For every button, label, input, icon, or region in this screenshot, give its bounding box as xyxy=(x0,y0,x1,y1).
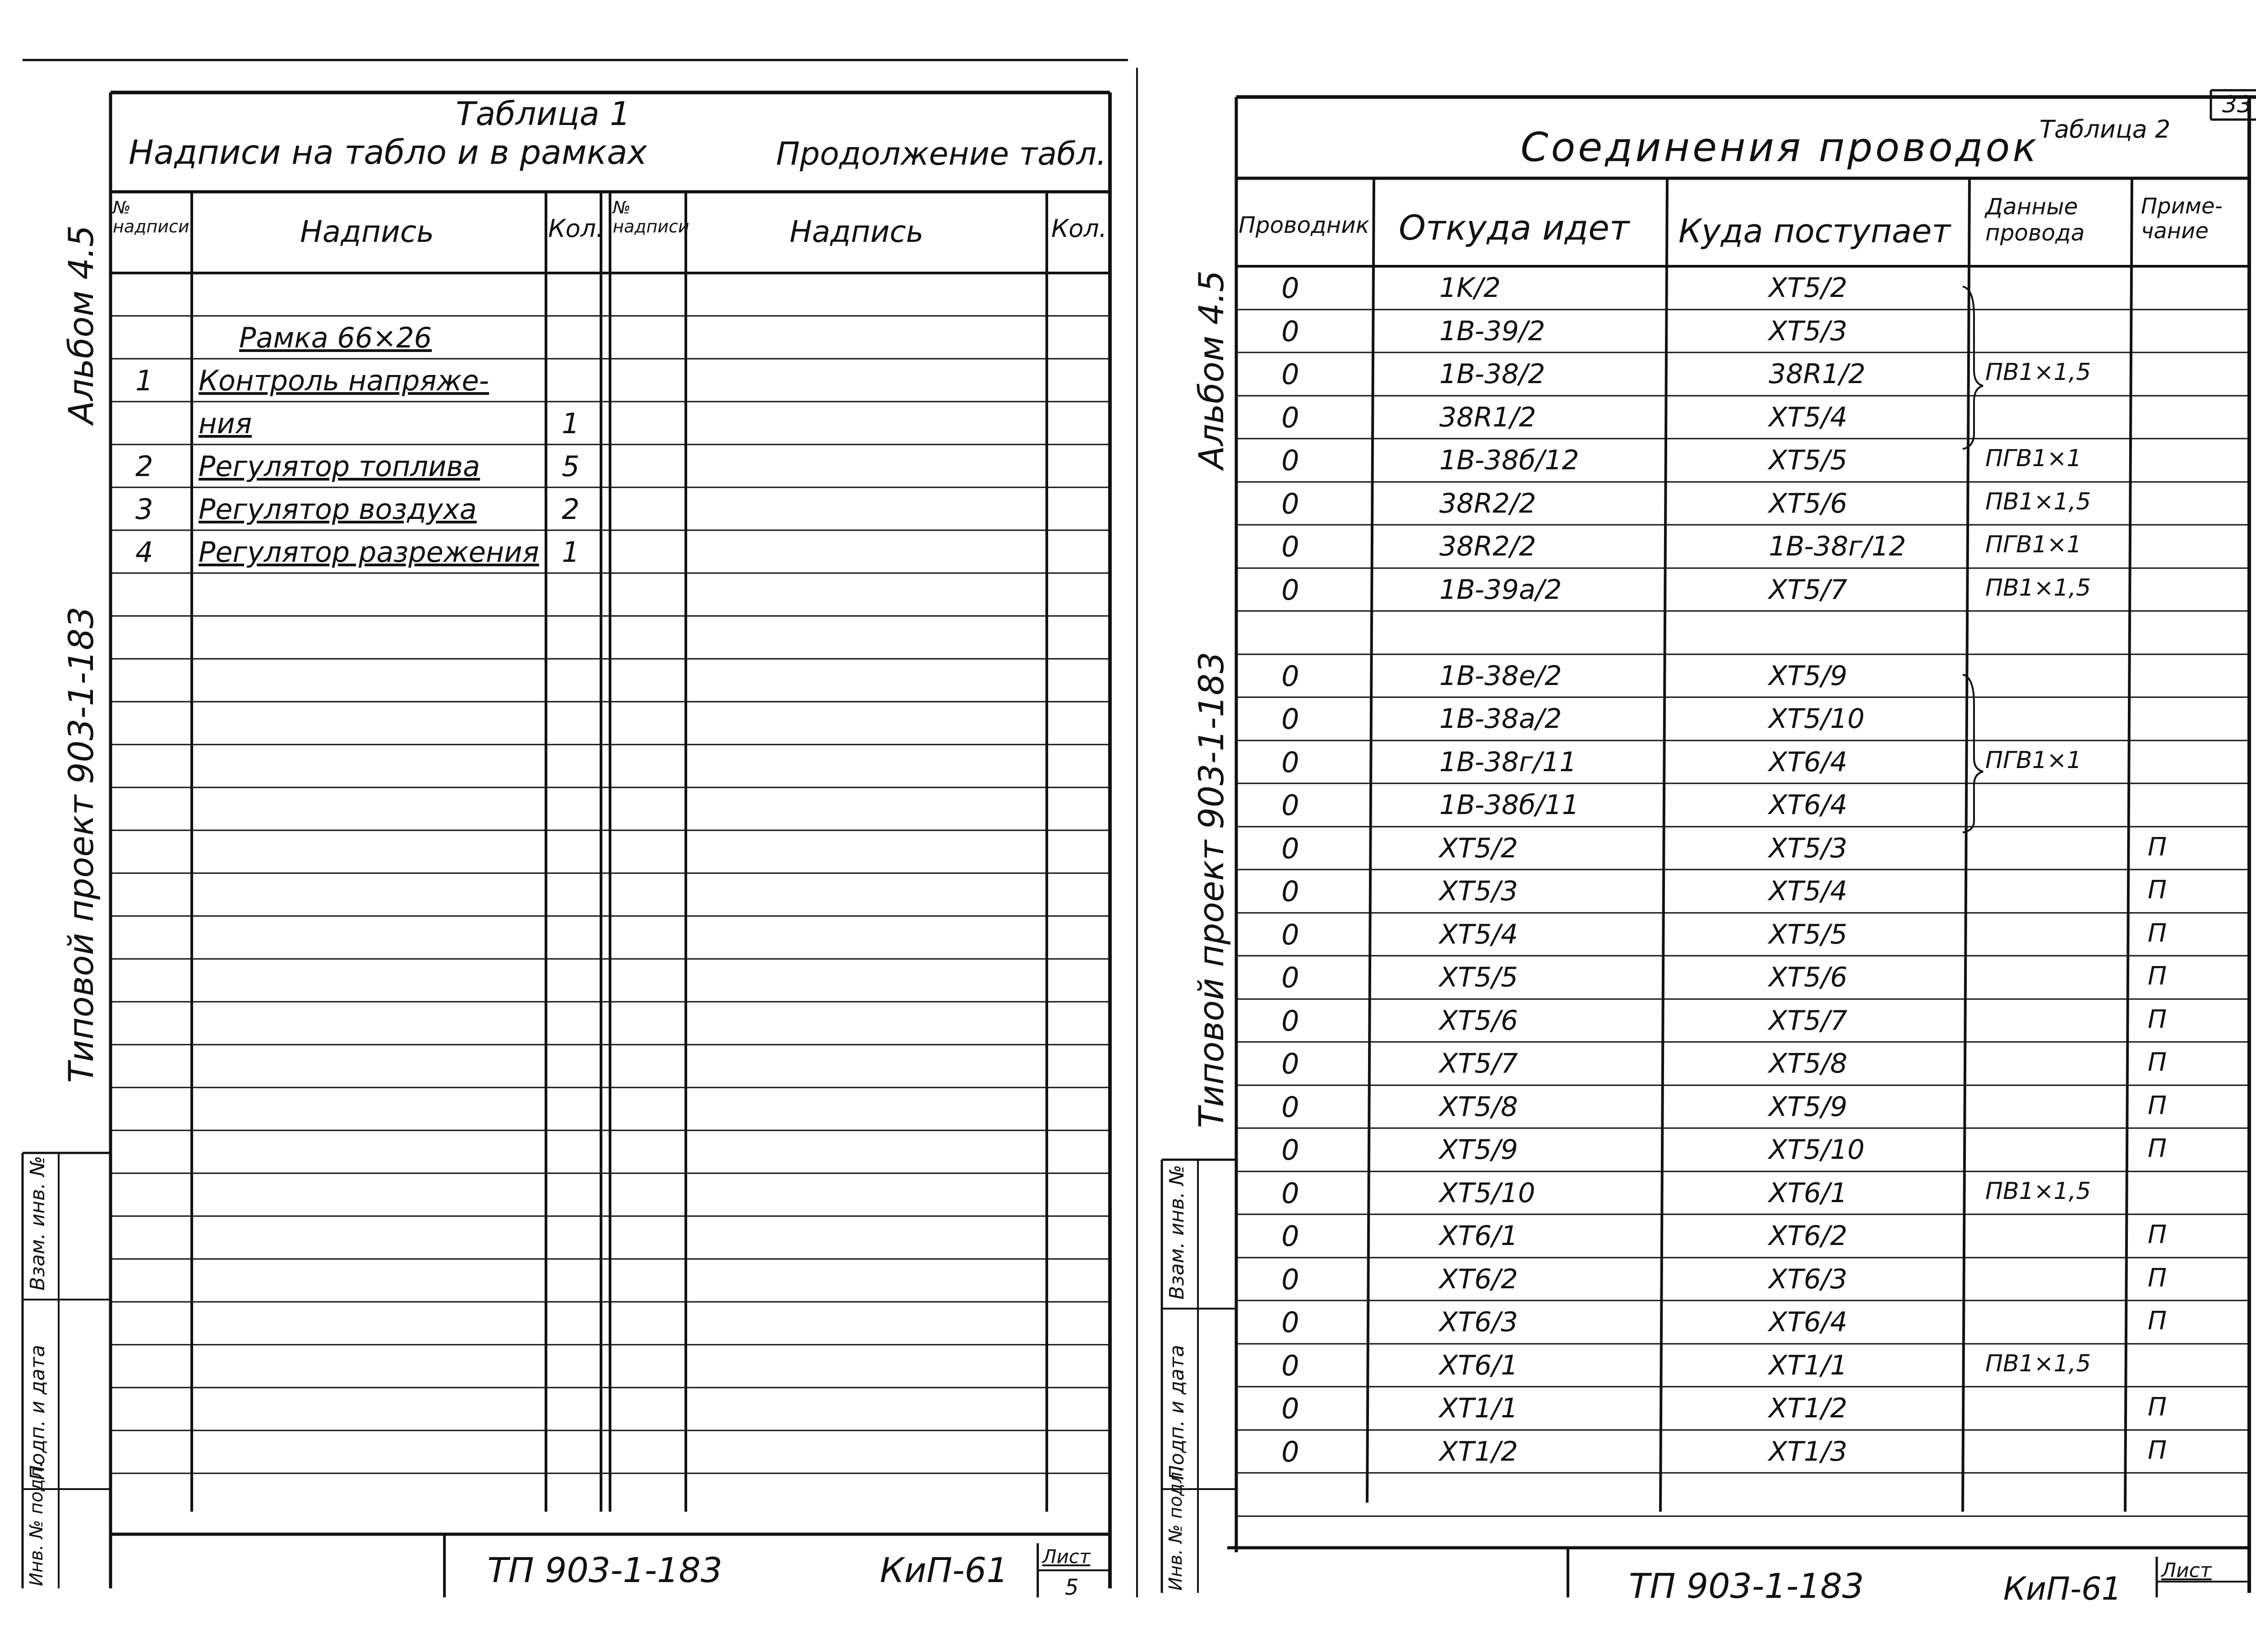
right-row-from: XT5/9 xyxy=(1439,1134,1518,1166)
right-row-to: XT5/6 xyxy=(1769,488,1848,519)
right-stamp-label-2: Инв. № подл. xyxy=(1165,1466,1186,1591)
left-continuation-label: Продолжение табл. xyxy=(776,135,1107,172)
right-row-to: XT5/5 xyxy=(1769,444,1848,476)
left-footer-sheet-label: Лист xyxy=(1042,1546,1091,1568)
right-row-from: XT1/2 xyxy=(1439,1436,1518,1467)
right-row-conductor: 0 xyxy=(1281,444,1299,477)
right-row-from: XT6/1 xyxy=(1439,1220,1518,1252)
right-row-to: XT5/10 xyxy=(1769,1134,1865,1166)
right-row-note: П xyxy=(2148,1005,2167,1034)
right-row-to: XT5/2 xyxy=(1769,272,1848,304)
right-row-conductor: 0 xyxy=(1281,487,1299,520)
left-row-text: Регулятор разрежения xyxy=(199,536,539,569)
right-row-wire: ПГВ1×1 xyxy=(1985,531,2082,558)
right-row-conductor: 0 xyxy=(1281,1220,1299,1253)
right-row-wire: ПВ1×1,5 xyxy=(1985,359,2091,386)
right-row-from: 1B-38е/2 xyxy=(1439,660,1562,692)
left-row-num: 2 xyxy=(135,450,153,483)
right-row-note: П xyxy=(2148,1134,2167,1163)
right-row-from: XT6/3 xyxy=(1439,1306,1518,1338)
right-row-wire: ПВ1×1,5 xyxy=(1985,488,2091,515)
right-row-conductor: 0 xyxy=(1281,1435,1299,1468)
right-row-from: XT5/6 xyxy=(1439,1005,1518,1037)
right-row-to: XT5/7 xyxy=(1769,1005,1848,1037)
right-row-to: XT6/4 xyxy=(1769,746,1848,778)
right-row-note: П xyxy=(2148,919,2167,948)
right-row-conductor: 0 xyxy=(1281,918,1299,951)
left-footer-section: КиП-61 xyxy=(880,1550,1008,1590)
right-row-to: XT5/4 xyxy=(1769,402,1848,433)
right-row-conductor: 0 xyxy=(1281,1392,1299,1425)
left-row-qty: 5 xyxy=(562,450,580,483)
right-row-from: 38R2/2 xyxy=(1439,488,1536,519)
right-row-to: XT5/10 xyxy=(1769,703,1865,735)
right-row-to: XT6/1 xyxy=(1769,1177,1848,1209)
right-row-from: XT5/2 xyxy=(1439,833,1518,864)
right-row-wire: ПВ1×1,5 xyxy=(1985,574,2091,602)
right-row-to: 38R1/2 xyxy=(1769,358,1866,390)
right-row-to: XT5/3 xyxy=(1769,315,1848,347)
right-row-from: 38R1/2 xyxy=(1439,402,1536,433)
right-row-note: П xyxy=(2148,1306,2167,1336)
left-row-text: Рамка 66×26 xyxy=(239,321,432,354)
right-row-conductor: 0 xyxy=(1281,1047,1299,1080)
right-row-wire: ПГВ1×1 xyxy=(1985,747,2082,774)
right-row-conductor: 0 xyxy=(1281,703,1299,736)
left-row-text: ния xyxy=(199,407,252,440)
right-row-conductor: 0 xyxy=(1281,1349,1299,1382)
right-row-from: 1B-38б/12 xyxy=(1439,444,1579,476)
right-row-from: XT5/10 xyxy=(1439,1177,1535,1209)
right-col-to-header: Куда поступает xyxy=(1678,212,1951,250)
left-col-text-header: Надпись xyxy=(300,214,434,249)
right-row-from: 1B-39/2 xyxy=(1439,315,1545,347)
right-footer-sheet-label: Лист xyxy=(2161,1559,2212,1582)
right-row-conductor: 0 xyxy=(1281,832,1299,865)
right-row-from: XT5/3 xyxy=(1439,875,1518,907)
right-row-to: XT5/7 xyxy=(1769,574,1848,606)
right-row-from: 1B-38г/11 xyxy=(1439,746,1577,778)
left-row-text: Регулятор воздуха xyxy=(199,493,477,526)
right-row-from: XT6/2 xyxy=(1439,1263,1518,1295)
right-row-conductor: 0 xyxy=(1281,1004,1299,1037)
right-side-project: Типовой проект 903-1-183 xyxy=(1191,652,1231,1128)
right-row-from: 1B-38/2 xyxy=(1439,358,1545,390)
right-row-to: XT1/3 xyxy=(1769,1436,1848,1467)
right-row-from: 1B-38а/2 xyxy=(1439,703,1562,735)
right-row-conductor: 0 xyxy=(1281,746,1299,779)
left-row-qty: 1 xyxy=(562,536,580,569)
right-row-to: XT5/9 xyxy=(1769,660,1848,692)
right-row-conductor: 0 xyxy=(1281,574,1299,606)
right-col-note-header: Приме-чание xyxy=(2141,194,2223,244)
left-stamp-label-2: Инв. № подл. xyxy=(26,1462,47,1586)
left-stamp-label-0: Взам. инв. № xyxy=(26,1156,49,1291)
right-col-conductor-header: Проводник xyxy=(1239,212,1369,238)
left-side-project: Типовой проект 903-1-183 xyxy=(61,606,101,1083)
right-stamp-label-0: Взам. инв. № xyxy=(1165,1165,1188,1300)
right-row-conductor: 0 xyxy=(1281,1091,1299,1124)
right-side-album: Альбом 4.5 xyxy=(1191,270,1231,469)
right-row-note: П xyxy=(2148,1436,2167,1465)
right-table-label: Таблица 2 xyxy=(2039,115,2171,143)
left-row-text: Контроль напряже- xyxy=(199,364,489,397)
right-row-to: XT6/3 xyxy=(1769,1263,1848,1295)
left-footer-sheet-num: 5 xyxy=(1065,1575,1079,1600)
right-row-from: XT5/7 xyxy=(1439,1048,1518,1079)
right-row-to: XT6/2 xyxy=(1769,1220,1848,1252)
right-row-conductor: 0 xyxy=(1281,660,1299,693)
right-row-wire: ПГВ1×1 xyxy=(1985,445,2082,472)
right-row-to: XT1/2 xyxy=(1769,1393,1848,1424)
left-row-num: 3 xyxy=(135,493,153,526)
right-row-note: П xyxy=(2148,1048,2167,1077)
right-page-number: 33 xyxy=(2222,91,2252,118)
right-row-to: XT5/8 xyxy=(1769,1048,1848,1079)
right-row-conductor: 0 xyxy=(1281,789,1299,822)
right-row-to: XT5/9 xyxy=(1769,1091,1848,1123)
right-row-note: П xyxy=(2148,1220,2167,1249)
right-row-to: XT6/4 xyxy=(1769,1306,1848,1338)
right-row-to: XT6/4 xyxy=(1769,789,1848,821)
right-row-note: П xyxy=(2148,1263,2167,1293)
left-side-album: Альбом 4.5 xyxy=(61,225,101,424)
right-row-conductor: 0 xyxy=(1281,358,1299,391)
right-row-to: XT5/6 xyxy=(1769,962,1848,993)
right-row-to: XT5/5 xyxy=(1769,919,1848,950)
right-row-from: 1B-38б/11 xyxy=(1439,789,1579,821)
right-table-title: Соединения проводок xyxy=(1521,124,2039,171)
left-row-text: Регулятор топлива xyxy=(199,450,480,483)
right-footer-section: КиП-61 xyxy=(2003,1570,2122,1607)
right-row-from: XT6/1 xyxy=(1439,1350,1518,1381)
right-row-from: XT5/5 xyxy=(1439,962,1518,993)
left-row-num: 4 xyxy=(135,536,153,569)
right-row-wire: ПВ1×1,5 xyxy=(1985,1350,2091,1377)
left-row-num: 1 xyxy=(135,364,153,397)
right-col-wire-header: Данные провода xyxy=(1985,194,2085,246)
right-row-note: П xyxy=(2148,1393,2167,1422)
right-row-from: XT5/8 xyxy=(1439,1091,1518,1123)
right-stamp-label-1: Подп. и дата xyxy=(1165,1345,1188,1480)
left-table-title: Надписи на табло и в рамках xyxy=(129,133,647,172)
left-col-num-header: № надписи xyxy=(113,198,190,236)
right-row-note: П xyxy=(2148,833,2167,862)
left-col-text2-header: Надпись xyxy=(790,214,924,249)
right-row-note: П xyxy=(2148,875,2167,905)
left-row-qty: 1 xyxy=(562,407,580,440)
right-row-note: П xyxy=(2148,1091,2167,1120)
right-row-to: XT5/4 xyxy=(1769,875,1848,907)
right-row-wire: ПВ1×1,5 xyxy=(1985,1178,2091,1205)
left-col-qty2-header: Кол. xyxy=(1051,214,1107,243)
right-row-from: XT1/1 xyxy=(1439,1393,1518,1424)
left-stamp-label-1: Подп. и дата xyxy=(26,1345,49,1480)
right-row-conductor: 0 xyxy=(1281,401,1299,434)
left-col-num2-header: № надписи xyxy=(613,198,689,236)
right-row-from: 38R2/2 xyxy=(1439,531,1536,562)
right-row-to: 1B-38г/12 xyxy=(1769,531,1906,562)
right-row-conductor: 0 xyxy=(1281,961,1299,994)
right-row-conductor: 0 xyxy=(1281,1134,1299,1166)
right-row-from: 1K/2 xyxy=(1439,272,1501,304)
right-row-conductor: 0 xyxy=(1281,875,1299,908)
right-row-conductor: 0 xyxy=(1281,530,1299,563)
right-row-conductor: 0 xyxy=(1281,1306,1299,1339)
left-table-label: Таблица 1 xyxy=(456,95,631,133)
right-row-note: П xyxy=(2148,962,2167,991)
right-row-to: XT1/1 xyxy=(1769,1350,1848,1381)
left-footer-code: ТП 903-1-183 xyxy=(487,1550,723,1590)
right-footer-code: ТП 903-1-183 xyxy=(1629,1566,1864,1606)
right-row-conductor: 0 xyxy=(1281,1177,1299,1210)
right-row-to: XT5/3 xyxy=(1769,833,1848,864)
right-row-conductor: 0 xyxy=(1281,1263,1299,1296)
right-row-from: 1B-39а/2 xyxy=(1439,574,1562,606)
left-col-qty-header: Кол. xyxy=(548,214,604,243)
right-row-conductor: 0 xyxy=(1281,315,1299,348)
right-col-from-header: Откуда идет xyxy=(1399,208,1630,248)
right-row-from: XT5/4 xyxy=(1439,919,1518,950)
left-row-qty: 2 xyxy=(562,493,580,526)
right-row-conductor: 0 xyxy=(1281,272,1299,305)
